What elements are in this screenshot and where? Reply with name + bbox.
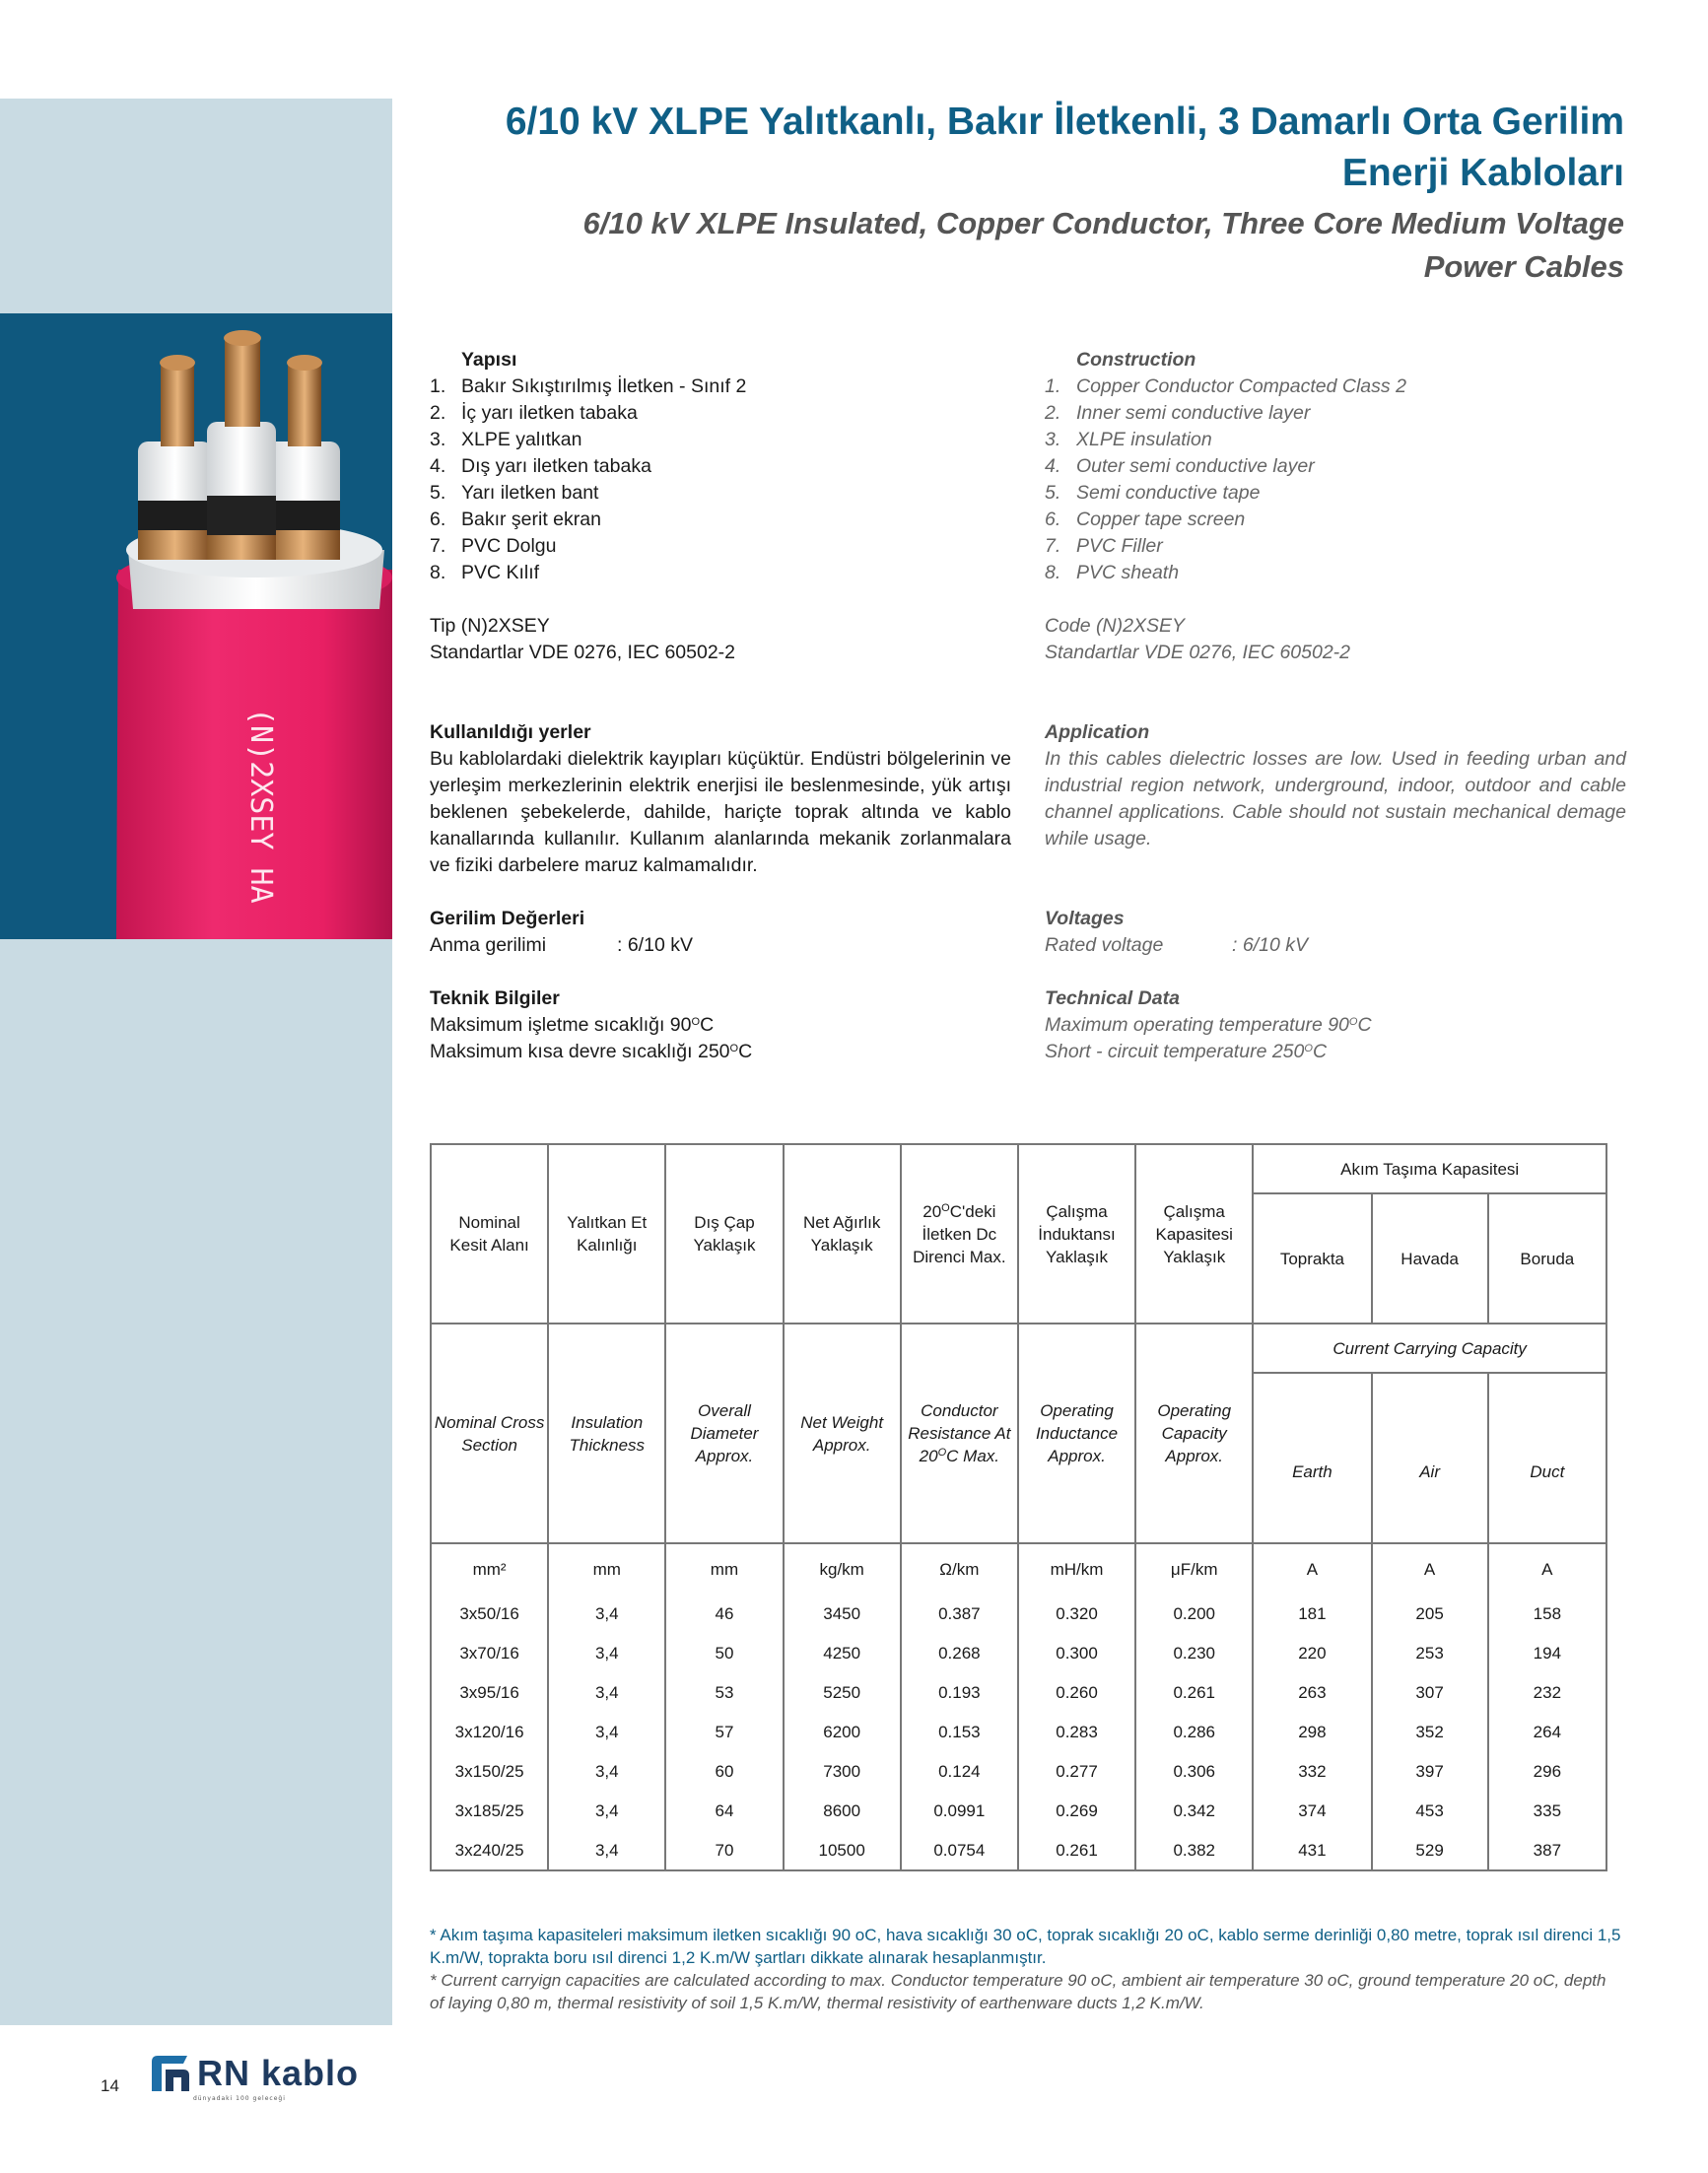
table-cell: 181 xyxy=(1253,1594,1371,1633)
table-cell: 0.230 xyxy=(1135,1633,1253,1672)
table-cell: 0.286 xyxy=(1135,1712,1253,1751)
table-cell: 53 xyxy=(665,1672,783,1712)
table-cell: 0.260 xyxy=(1018,1672,1135,1712)
table-cell: 0.261 xyxy=(1135,1672,1253,1712)
table-cell: 3x185/25 xyxy=(431,1791,548,1830)
table-cell: 0.153 xyxy=(901,1712,1018,1751)
header-capacity-tr: Çalışma Kapasitesi Yaklaşık xyxy=(1135,1144,1253,1324)
table-cell: 5250 xyxy=(784,1672,901,1712)
table-cell: 0.306 xyxy=(1135,1751,1253,1791)
construction-list-tr xyxy=(430,373,1011,586)
table-row xyxy=(431,1594,1606,1633)
construction-section-tr xyxy=(430,347,1011,666)
table-cell: 431 xyxy=(1253,1830,1371,1870)
table-cell: 3,4 xyxy=(548,1672,665,1712)
table-cell: 387 xyxy=(1488,1830,1606,1870)
table-cell: 296 xyxy=(1488,1751,1606,1791)
voltage-heading-tr: Gerilim Değerleri xyxy=(430,908,585,929)
header-air-tr: Havada xyxy=(1372,1193,1488,1324)
usage-heading-en: Application xyxy=(1045,721,1150,743)
table-cell: 0.283 xyxy=(1018,1712,1135,1751)
short-circuit-temp-tr: Maksimum kısa devre sıcaklığı $250^OC$ xyxy=(430,1041,753,1062)
unit-cell: A xyxy=(1253,1543,1371,1594)
footnotes xyxy=(430,1924,1624,2014)
usage-section-en xyxy=(1045,719,1626,852)
table-cell: 3,4 xyxy=(548,1830,665,1870)
header-earth-tr: Toprakta xyxy=(1253,1193,1371,1324)
list-item: 8. PVC sheath xyxy=(1045,562,1180,583)
technical-heading-tr: Teknik Bilgiler xyxy=(430,987,560,1009)
table-cell: 374 xyxy=(1253,1791,1371,1830)
usage-text-en: In this cables dielectric losses are low. Used in feeding urban and industrial region network, underground, indoor, outdoor and cable channel applications. Cable should not sustain mechanical demage while usage. xyxy=(1045,748,1626,849)
table-cell: 57 xyxy=(665,1712,783,1751)
table-cell: 3450 xyxy=(784,1594,901,1633)
list-item: 3. XLPE yalıtkan xyxy=(430,429,582,450)
page-title-english xyxy=(392,202,1624,289)
unit-cell: mH/km xyxy=(1018,1543,1135,1594)
table-row xyxy=(431,1633,1606,1672)
header-current-capacity-en: Current Carrying Capacity xyxy=(1253,1324,1606,1373)
table-header-row xyxy=(431,1324,1606,1373)
table-cell: 397 xyxy=(1372,1751,1488,1791)
list-item: 6. Bakır şerit ekran xyxy=(430,509,601,530)
list-item: 8. PVC Kılıf xyxy=(430,562,540,583)
unit-cell: mm xyxy=(548,1543,665,1594)
voltage-section-tr xyxy=(430,906,1011,959)
header-weight-tr: Net Ağırlık Yaklaşık xyxy=(784,1144,901,1324)
construction-heading-en: Construction xyxy=(1076,349,1196,371)
table-cell: 3,4 xyxy=(548,1633,665,1672)
list-item: 5. Semi conductive tape xyxy=(1045,482,1261,504)
table-cell: 332 xyxy=(1253,1751,1371,1791)
table-body xyxy=(431,1594,1606,1870)
unit-cell: A xyxy=(1488,1543,1606,1594)
table-cell: 0.320 xyxy=(1018,1594,1135,1633)
table-cell: 0.0991 xyxy=(901,1791,1018,1830)
footnote-en: * Current carryign capacities are calculated according to max. Conductor temperature 90 oC, ambient air temperature 30 oC, ground temperature 20 oC, depth of laying 0,80 m, thermal resistivity of soil 1,5 K.m/W, thermal resistivity of earthenware ducts 1,2 K.m/W. xyxy=(430,1971,1606,2012)
table-cell: 298 xyxy=(1253,1712,1371,1751)
units-row xyxy=(431,1543,1606,1594)
header-diameter-tr: Dış Çap Yaklaşık xyxy=(665,1144,783,1324)
table-cell: 158 xyxy=(1488,1594,1606,1633)
rated-voltage-label-en: Rated voltage xyxy=(1045,934,1164,956)
header-air-en: Air xyxy=(1372,1373,1488,1543)
unit-cell: A xyxy=(1372,1543,1488,1594)
table-cell: 352 xyxy=(1372,1712,1488,1751)
header-current-capacity-tr: Akım Taşıma Kapasitesi xyxy=(1253,1144,1606,1193)
table-cell: 8600 xyxy=(784,1791,901,1830)
table-cell: 3,4 xyxy=(548,1594,665,1633)
list-item: 2. Inner semi conductive layer xyxy=(1045,402,1311,424)
table-cell: 0.382 xyxy=(1135,1830,1253,1870)
table-row xyxy=(431,1751,1606,1791)
list-item: 5. Yarı iletken bant xyxy=(430,482,599,504)
rated-voltage-label-tr: Anma gerilimi xyxy=(430,934,547,956)
table-cell: 0.124 xyxy=(901,1751,1018,1791)
page-title-turkish xyxy=(392,97,1624,199)
standards-tr: Standartlar VDE 0276, IEC 60502-2 xyxy=(430,642,736,663)
table-cell: 3x150/25 xyxy=(431,1751,548,1791)
table-row xyxy=(431,1791,1606,1830)
header-inductance-tr: Çalışma İnduktansı Yaklaşık xyxy=(1018,1144,1135,1324)
table-cell: 0.342 xyxy=(1135,1791,1253,1830)
logo-tagline: dünyadaki 100 geleceği xyxy=(193,2095,286,2102)
header-weight-en: Net Weight Approx. xyxy=(784,1324,901,1543)
logo-mark-icon xyxy=(148,2052,193,2095)
max-operating-temp-en: Maximum operating temperature $90^OC$ xyxy=(1045,1014,1372,1036)
table-cell: 0.387 xyxy=(901,1594,1018,1633)
construction-heading-tr: Yapısı xyxy=(461,349,517,371)
list-item: 4. Dış yarı iletken tabaka xyxy=(430,455,651,477)
table-cell: 220 xyxy=(1253,1633,1371,1672)
header-diameter-en: Overall Diameter Approx. xyxy=(665,1324,783,1543)
cable-illustration xyxy=(0,313,392,939)
rated-voltage-value-en: : 6/10 kV xyxy=(1232,934,1308,956)
table-cell: 0.300 xyxy=(1018,1633,1135,1672)
rated-voltage-value-tr: : 6/10 kV xyxy=(617,934,693,956)
cable-product-photo xyxy=(0,313,392,939)
table-cell: 64 xyxy=(665,1791,783,1830)
table-cell: 264 xyxy=(1488,1712,1606,1751)
table-cell: 3x95/16 xyxy=(431,1672,548,1712)
table-cell: 529 xyxy=(1372,1830,1488,1870)
table-cell: 4250 xyxy=(784,1633,901,1672)
table-cell: 263 xyxy=(1253,1672,1371,1712)
header-earth-en: Earth xyxy=(1253,1373,1371,1543)
unit-cell: kg/km xyxy=(784,1543,901,1594)
table-cell: 3x70/16 xyxy=(431,1633,548,1672)
rn-kablo-logo xyxy=(148,2052,360,2102)
short-circuit-temp-en: Short - circuit temperature $250^OC$ xyxy=(1045,1041,1328,1062)
table-cell: 60 xyxy=(665,1751,783,1791)
table-header-row xyxy=(431,1144,1606,1193)
unit-cell: Ω/km xyxy=(901,1543,1018,1594)
table-cell: 50 xyxy=(665,1633,783,1672)
list-item: 7. PVC Filler xyxy=(1045,535,1163,557)
title-tr-line1: 6/10 kV XLPE Yalıtkanlı, Bakır İletkenli, 3 Damarlı Orta Gerilim xyxy=(505,101,1624,143)
table-cell: 7300 xyxy=(784,1751,901,1791)
header-section-en: Nominal Cross Section xyxy=(431,1324,548,1543)
construction-list-en xyxy=(1045,373,1626,586)
logo-wordmark: RN kablo xyxy=(197,2053,360,2093)
table-cell: 3x240/25 xyxy=(431,1830,548,1870)
header-insulation-tr: Yalıtkan Et Kalınlığı xyxy=(548,1144,665,1324)
table-cell: 0.268 xyxy=(901,1633,1018,1672)
usage-text-tr: Bu kablolardaki dielektrik kayıpları küçüktür. Endüstri bölgelerinin ve yerleşim merkezlerinin elektrik enerjisi ile beslenmesinde, yük artışı beklenen şebekelerde, dahilde, hariçte toprak altında ve kablo kanallarında kullanılır. Kullanım alanlarında mekanik zorlanmalara ve fiziki darbelere maruz kalmamalıdır. xyxy=(430,748,1011,876)
table-row xyxy=(431,1672,1606,1712)
list-item: 2. İç yarı iletken tabaka xyxy=(430,402,638,424)
cable-marking-text: (N)2XSEY HA xyxy=(243,708,278,904)
list-item: 7. PVC Dolgu xyxy=(430,535,557,557)
table-cell: 46 xyxy=(665,1594,783,1633)
header-duct-en: Duct xyxy=(1488,1373,1606,1543)
footnote-tr: * Akım taşıma kapasiteleri maksimum iletken sıcaklığı 90 oC, hava sıcaklığı 30 oC, toprak sıcaklığı 20 oC, kablo serme derinliği 0,80 metre, toprak ısıl direnci 1,5 K.m/W, toprakta boru ısıl direnci 1,2 K.m/W şartları dikkate alınarak hesaplanmıştır. xyxy=(430,1926,1621,1967)
header-section-tr: Nominal Kesit Alanı xyxy=(431,1144,548,1324)
unit-cell: mm² xyxy=(431,1543,548,1594)
table-cell: 253 xyxy=(1372,1633,1488,1672)
title-en-line2: Power Cables xyxy=(1423,249,1624,284)
table-cell: 0.277 xyxy=(1018,1751,1135,1791)
voltage-section-en xyxy=(1045,906,1626,959)
header-resistance-en: Conductor Resistance At $20^OC$ Max. xyxy=(901,1324,1018,1543)
copper-conductor xyxy=(161,363,194,446)
table-cell: 0.261 xyxy=(1018,1830,1135,1870)
table-cell: 307 xyxy=(1372,1672,1488,1712)
table-cell: 0.200 xyxy=(1135,1594,1253,1633)
copper-tape-screen xyxy=(138,530,212,560)
table-cell: 3,4 xyxy=(548,1791,665,1830)
header-resistance-tr: $20^OC'deki$ İletken Dc Direnci Max. xyxy=(901,1144,1018,1324)
page-number: 14 xyxy=(101,2076,119,2095)
table-cell: 3,4 xyxy=(548,1751,665,1791)
table-cell: 70 xyxy=(665,1830,783,1870)
table-cell: 3x50/16 xyxy=(431,1594,548,1633)
construction-section-en xyxy=(1045,347,1626,666)
title-tr-line2: Enerji Kabloları xyxy=(1341,152,1624,194)
header-insulation-en: Insulation Thickness xyxy=(548,1324,665,1543)
cable-type-tr: Tip (N)2XSEY xyxy=(430,615,550,637)
header-capacity-en: Operating Capacity Approx. xyxy=(1135,1324,1253,1543)
usage-heading-tr: Kullanıldığı yerler xyxy=(430,721,591,743)
max-operating-temp-tr: Maksimum işletme sıcaklığı $90^OC$ xyxy=(430,1014,715,1036)
title-en-line1: 6/10 kV XLPE Insulated, Copper Conductor, Three Core Medium Voltage xyxy=(582,206,1624,240)
usage-section-tr xyxy=(430,719,1011,879)
table-cell: 335 xyxy=(1488,1791,1606,1830)
header-duct-tr: Boruda xyxy=(1488,1193,1606,1324)
table-cell: 0.193 xyxy=(901,1672,1018,1712)
technical-heading-en: Technical Data xyxy=(1045,987,1180,1009)
standards-en: Standartlar VDE 0276, IEC 60502-2 xyxy=(1045,642,1351,663)
table-cell: 453 xyxy=(1372,1791,1488,1830)
unit-cell: mm xyxy=(665,1543,783,1594)
list-item: 6. Copper tape screen xyxy=(1045,509,1246,530)
technical-section-en xyxy=(1045,985,1626,1065)
cable-spec-table xyxy=(430,1143,1607,1871)
table-cell: 232 xyxy=(1488,1672,1606,1712)
table-row xyxy=(431,1830,1606,1870)
table-cell: 0.0754 xyxy=(901,1830,1018,1870)
list-item: 1. Copper Conductor Compacted Class 2 xyxy=(1045,375,1406,397)
table-cell: 194 xyxy=(1488,1633,1606,1672)
table-cell: 0.269 xyxy=(1018,1791,1135,1830)
header-inductance-en: Operating Inductance Approx. xyxy=(1018,1324,1135,1543)
table-cell: 10500 xyxy=(784,1830,901,1870)
table-cell: 205 xyxy=(1372,1594,1488,1633)
list-item: 3. XLPE insulation xyxy=(1045,429,1212,450)
list-item: 1. Bakır Sıkıştırılmış İletken - Sınıf 2 xyxy=(430,375,747,397)
table-cell: 3,4 xyxy=(548,1712,665,1751)
table-row xyxy=(431,1712,1606,1751)
cable-type-en: Code (N)2XSEY xyxy=(1045,615,1185,637)
table-cell: 3x120/16 xyxy=(431,1712,548,1751)
technical-section-tr xyxy=(430,985,1011,1065)
table-cell: 6200 xyxy=(784,1712,901,1751)
unit-cell: μF/km xyxy=(1135,1543,1253,1594)
voltage-heading-en: Voltages xyxy=(1045,908,1125,929)
list-item: 4. Outer semi conductive layer xyxy=(1045,455,1315,477)
